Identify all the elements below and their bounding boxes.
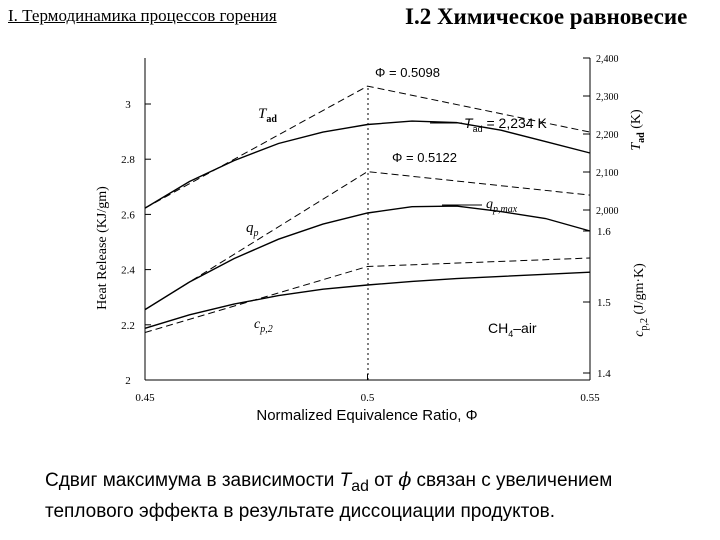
right-top-axis-label-unit: (K) bbox=[629, 109, 644, 133]
series-label-qp bbox=[246, 220, 259, 239]
fuel-label-after: –air bbox=[513, 320, 537, 336]
x-tick-label: 0.5 bbox=[360, 392, 375, 404]
right-bottom-tick-label: 1.4 bbox=[597, 368, 611, 380]
right-bottom-axis-label-sub: p,2 bbox=[639, 318, 650, 331]
caption-text-3: связан с увеличением теплового эффекта в результате диссоциации продуктов. bbox=[45, 470, 613, 522]
x-axis-label: Normalized Equivalence Ratio, Φ bbox=[256, 407, 478, 424]
annotation-qp-max-main: q bbox=[486, 197, 493, 212]
right-top-tick-label: 2,200 bbox=[596, 130, 619, 141]
annotation-tad-max-val: = 2,234 K bbox=[482, 115, 547, 131]
left-tick-label: 2.2 bbox=[121, 319, 135, 332]
x-tick-label: 0.45 bbox=[135, 392, 155, 404]
caption-phi-symbol: ϕ bbox=[398, 469, 412, 491]
series-label-cp2 bbox=[254, 317, 273, 335]
x-tick-label: 0.55 bbox=[580, 392, 600, 404]
axis-ticks bbox=[121, 54, 618, 404]
annotation-phi-tad: Φ = 0.5098 bbox=[375, 65, 440, 80]
left-tick-label: 2.8 bbox=[121, 154, 135, 167]
right-top-axis-label-main: T bbox=[629, 142, 644, 151]
annotation-phi-qp: Φ = 0.5122 bbox=[392, 150, 457, 165]
slide-caption bbox=[45, 468, 705, 524]
series-label-tad bbox=[258, 106, 277, 125]
fuel-label bbox=[488, 320, 537, 339]
section-title: I. Термодинамика процессов горения bbox=[8, 6, 277, 25]
series-label-qp-main: q bbox=[246, 220, 254, 236]
series-label-tad-sub: ad bbox=[266, 114, 277, 125]
right-top-axis-label-sub: ad bbox=[636, 132, 647, 143]
right-top-tick-label: 2,000 bbox=[596, 206, 619, 217]
caption-text-2: от bbox=[368, 470, 399, 491]
caption-text-1: Сдвиг максимума в зависимости bbox=[45, 470, 340, 491]
right-top-tick-label: 2,100 bbox=[596, 168, 619, 179]
left-tick-label: 3 bbox=[125, 99, 131, 111]
annotation-tad-max-main: T bbox=[464, 115, 473, 131]
series-label-cp2-sub: p,2 bbox=[260, 324, 273, 335]
left-tick-label: 2.6 bbox=[121, 209, 135, 222]
series-label-cp2-main: c bbox=[254, 317, 261, 332]
left-tick-label: 2.4 bbox=[121, 264, 135, 277]
series-label-tad-main: T bbox=[258, 106, 267, 122]
right-bottom-tick-label: 1.5 bbox=[597, 297, 611, 309]
annotation-tad-max-sub: ad bbox=[472, 124, 483, 134]
right-top-tick-label: 2,300 bbox=[596, 92, 619, 103]
right-top-axis-label bbox=[629, 109, 647, 151]
right-bottom-axis-label-unit: (J/gm·K) bbox=[632, 263, 647, 319]
annotation-qp-max-sub: p,max bbox=[493, 204, 518, 215]
caption-tad-sub: ad bbox=[351, 477, 369, 495]
slide-title: I.2 Химическое равновесие bbox=[405, 4, 688, 29]
right-bottom-axis-label bbox=[632, 263, 650, 337]
fuel-label-sub: 4 bbox=[508, 329, 514, 339]
right-bottom-axis-label-main: c bbox=[632, 330, 647, 337]
caption-tad-symbol: T bbox=[339, 470, 352, 491]
right-top-tick-label: 2,400 bbox=[596, 54, 619, 65]
fuel-label-main: CH bbox=[488, 320, 509, 336]
series-label-qp-sub: p bbox=[253, 228, 259, 239]
annotation-qp-max bbox=[486, 197, 518, 215]
right-bottom-tick-label: 1.6 bbox=[597, 226, 611, 238]
left-tick-label: 2 bbox=[125, 375, 131, 387]
y-axis-label: Heat Release (KJ/gm) bbox=[95, 186, 110, 310]
